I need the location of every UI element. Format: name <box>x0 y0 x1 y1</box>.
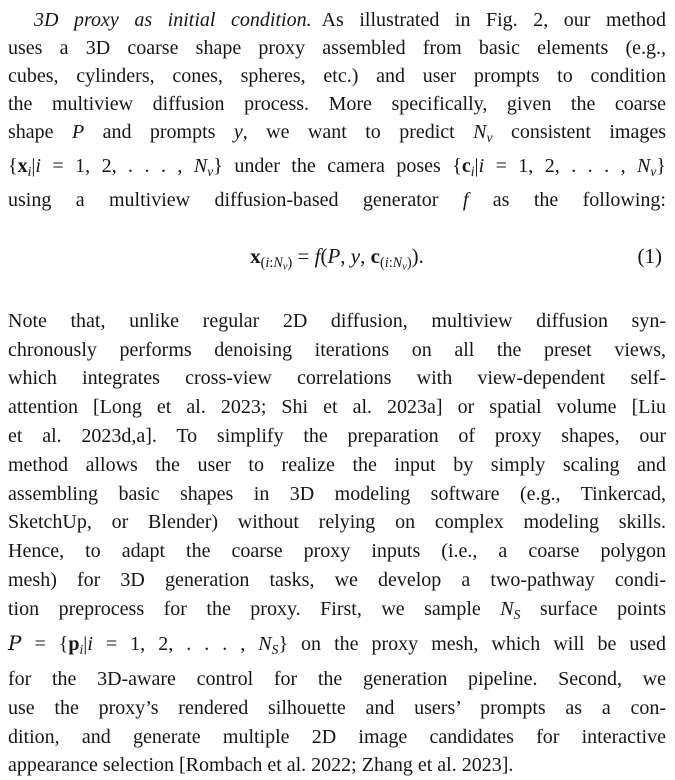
text-segment: = <box>292 243 315 268</box>
text-segment: } on the proxy mesh, which will be used <box>278 633 667 656</box>
text-segment: mesh) for 3D generation tasks, we develop a two-pathway condi- <box>8 569 666 592</box>
paragraph-3d-proxy-as-initial-condition <box>8 6 666 214</box>
text-segment: i <box>79 642 84 658</box>
text-segment: for the 3D-aware control for the generation pipeline. Second, we <box>8 668 666 691</box>
text-line <box>8 422 666 451</box>
paragraph-note-that <box>8 307 666 780</box>
text-line <box>8 307 666 336</box>
text-line <box>8 694 666 723</box>
text-segment: P <box>71 121 85 143</box>
text-segment: y <box>233 121 243 143</box>
text-segment: Note that, unlike regular 2D diffusion, multiview diffusion syn- <box>8 309 666 332</box>
text-segment: SketchUp, or Blender) without relying on complex modeling skills. <box>8 511 666 534</box>
text-segment: , we want to predict <box>242 121 474 143</box>
text-segment: N <box>273 254 283 271</box>
text-line <box>8 393 666 422</box>
text-segment: N <box>392 254 403 271</box>
text-segment: attention [Long et al. 2023; Shi et al. 2023a] or spatial volume [Liu <box>8 396 666 419</box>
text-line <box>8 62 666 90</box>
text-segment: N <box>193 154 208 177</box>
text-segment: N <box>500 597 514 620</box>
text-segment: As illustrated in Fig. 2, our method <box>311 9 666 31</box>
equation-body <box>250 237 424 286</box>
text-segment: i <box>478 154 485 177</box>
text-line <box>8 665 666 694</box>
text-segment: v <box>207 163 214 179</box>
text-segment: ) <box>287 254 293 271</box>
text-segment: i <box>27 163 32 179</box>
text-line <box>8 629 666 665</box>
text-line <box>8 118 666 152</box>
text-segment: the multiview diffusion process. More specifically, given the coarse <box>8 93 666 115</box>
text-segment: ( <box>320 243 328 268</box>
text-segment: | <box>83 633 88 656</box>
text-segment: appearance selection [Rombach et al. 2022; Zhang et al. 2023]. <box>8 754 514 777</box>
text-segment: x <box>250 243 261 268</box>
text-line <box>8 336 666 365</box>
text-segment: method allows the user to realize the input by simply scaling and <box>8 453 666 476</box>
text-segment: uses a 3D coarse shape proxy assembled from basic elements (e.g., <box>8 37 666 59</box>
text-line <box>8 566 666 595</box>
text-segment: : <box>388 254 393 271</box>
text-segment: assembling basic shapes in 3D modeling software (e.g., Tinkercad, <box>8 482 666 505</box>
text-segment: v <box>282 260 288 272</box>
text-line <box>8 364 666 393</box>
text-segment: i <box>470 163 475 179</box>
text-line <box>8 595 666 630</box>
text-segment: chronously performs denoising iterations on all the preset views, <box>8 338 666 361</box>
text-segment: c <box>461 154 471 177</box>
text-line <box>8 480 666 509</box>
text-segment: v <box>650 163 657 179</box>
text-segment: ). <box>411 243 424 268</box>
text-segment: S <box>513 606 521 622</box>
text-segment: f <box>462 188 469 211</box>
text-segment: y <box>350 243 361 268</box>
text-segment: ( <box>379 254 385 271</box>
text-line <box>8 508 666 537</box>
text-line <box>8 6 666 34</box>
text-segment: = 1, 2, . . . , <box>484 154 638 177</box>
text-segment: consistent images <box>492 121 667 143</box>
text-line <box>8 451 666 480</box>
text-segment: { <box>8 154 18 177</box>
text-line <box>8 34 666 62</box>
text-segment: v <box>402 260 407 272</box>
text-line <box>8 152 666 186</box>
text-segment: 3D proxy as initial condition. <box>34 9 312 31</box>
text-segment: } <box>656 154 667 177</box>
text-segment: , <box>340 243 351 268</box>
text-segment: x <box>17 154 28 177</box>
text-segment: et al. 2023d,a]. To simplify the preparation of proxy shapes, our <box>8 425 666 448</box>
text-segment: | <box>31 154 36 177</box>
text-segment: use the proxy’s rendered silhouette and users’ prompts as a con- <box>8 696 666 719</box>
text-line <box>8 537 666 566</box>
text-segment: | <box>474 154 479 177</box>
text-segment: N <box>473 121 487 143</box>
text-segment: tion preprocess for the proxy. First, we sample <box>8 597 501 620</box>
text-segment: S <box>271 642 279 658</box>
text-segment: p <box>68 633 80 656</box>
text-segment: P <box>8 631 22 656</box>
text-segment: dition, and generate multiple 2D image candidates for interactive <box>8 725 666 748</box>
text-segment: i <box>35 154 41 177</box>
text-segment: N <box>637 154 651 177</box>
text-segment: ( <box>260 254 266 271</box>
text-segment: i <box>384 254 389 271</box>
text-line <box>8 723 666 752</box>
text-segment: = 1, 2, . . . , <box>92 633 259 656</box>
text-segment: P <box>327 243 341 268</box>
text-line <box>8 186 666 214</box>
text-segment: and prompts <box>84 121 234 143</box>
text-segment: f <box>314 243 321 268</box>
text-segment: using a multiview diffusion-based generator <box>8 188 463 211</box>
text-segment: cubes, cylinders, cones, spheres, etc.) and user prompts to condition <box>8 65 666 87</box>
text-segment: which integrates cross-view correlations with view-dependent self- <box>8 367 666 390</box>
text-segment: Hence, to adapt the coarse proxy inputs (i.e., a coarse polygon <box>8 540 666 563</box>
text-line <box>8 90 666 118</box>
text-line <box>8 751 666 780</box>
text-segment: c <box>370 243 380 268</box>
text-segment: v <box>486 129 493 145</box>
text-segment: ) <box>406 254 412 271</box>
text-segment: shape <box>8 121 72 143</box>
text-segment: surface points <box>520 597 666 620</box>
text-segment: as the following: <box>468 188 666 211</box>
text-segment: i <box>265 254 270 271</box>
text-segment: = 1, 2, . . . , <box>40 154 194 177</box>
text-segment: i <box>87 633 93 656</box>
text-segment: , <box>360 243 371 268</box>
equation-1 <box>8 237 666 286</box>
equation-number: (1) <box>637 243 662 268</box>
text-segment: N <box>258 633 272 656</box>
text-segment: = { <box>21 633 69 656</box>
text-segment: } under the camera poses { <box>213 154 462 177</box>
text-segment: : <box>269 254 274 271</box>
